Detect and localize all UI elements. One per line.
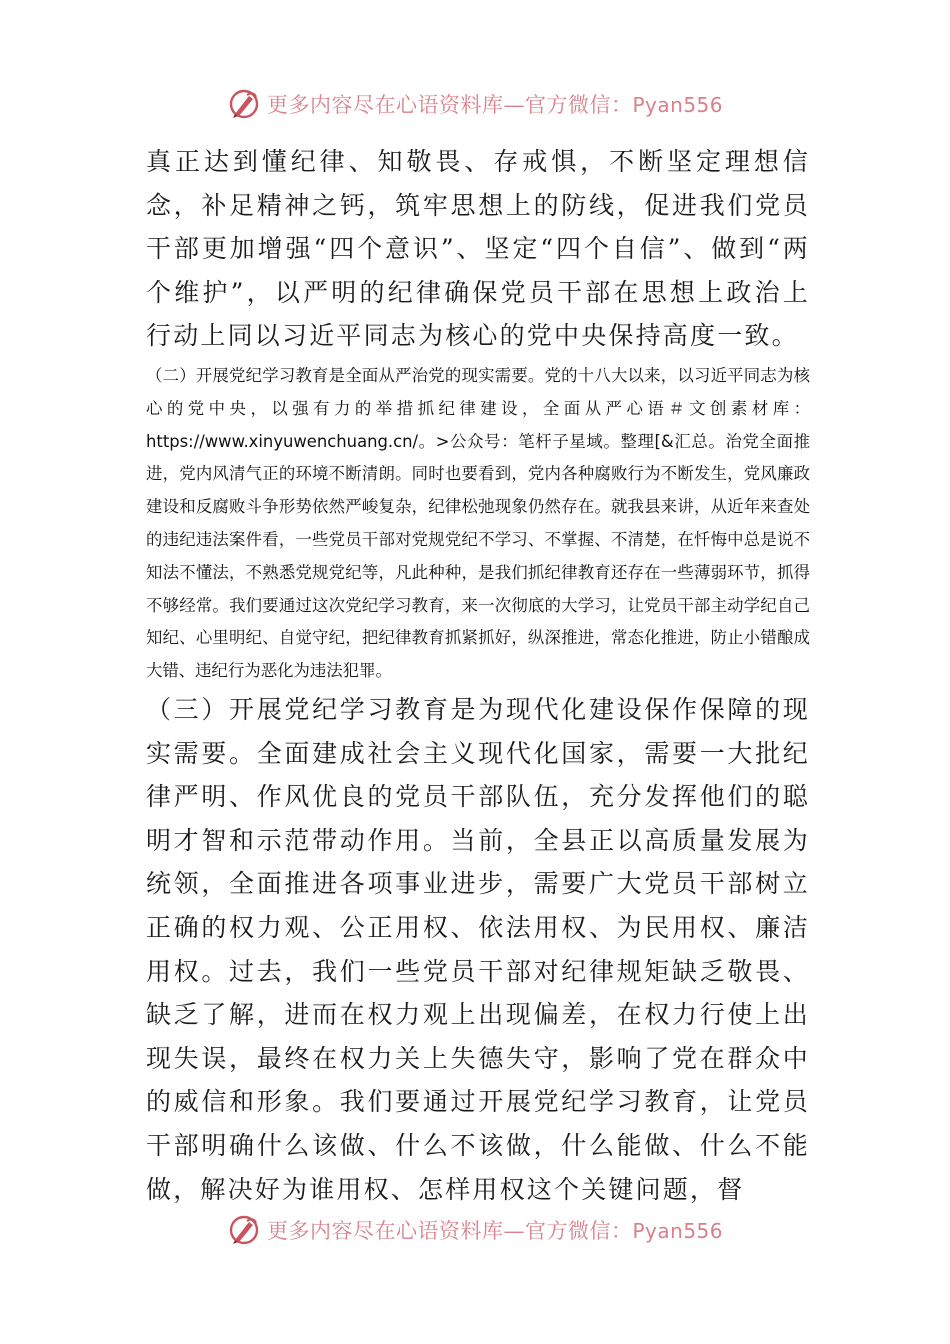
watermark-text: 更多内容尽在心语资料库—官方微信：Pyan556 [266,93,723,117]
watermark-wechat-id: Pyan556 [632,93,723,117]
watermark-text: 更多内容尽在心语资料库—官方微信：Pyan556 [266,1219,723,1243]
body-paragraph-3: （三）开展党纪学习教育是为现代化建设保作保障的现实需要。全面建成社会主义现代化国家，需要一大批纪律严明、作风优良的党员干部队伍，充分发挥他们的聪明才智和示范带动作用。当前，全县正以高质量发展为统领，全面推进各项事业进步，需要广大党员干部树立正确的权力观、公正用权、依法用权、为民用权、廉洁用权。过去，我们一些党员干部对纪律规矩缺乏敬畏、缺乏了解，进而在权力观上出现偏差，在权力行使上出现失误，最终在权力关上失德失守，影响了党在群众中的威信和形象。我们要通过开展党纪学习教育，让党员干部明确什么该做、什么不该做，什么能做、什么不能做，解决好为谁用权、怎样用权这个关键问题，督 [146,695,810,1204]
footer-watermark [0,1210,950,1250]
pen-logo-icon [227,1213,261,1247]
watermark-wechat-id: Pyan556 [632,1219,723,1243]
body-paragraph-1: 真正达到懂纪律、知敬畏、存戒惧，不断坚定理想信念，补足精神之钙，筑牢思想上的防线，促进我们党员干部更加增强“四个意识”、坚定“四个自信”、做到“两个维护”，以严明的纪律确保党员干部在思想上政治上行动上同以习近平同志为核心的党中央保持高度一致。 [146,147,810,351]
body-paragraph-2: （二）开展党纪学习教育是全面从严治党的现实需要。党的十八大以来，以习近平同志为核心的党中央，以强有力的举措抓纪律建设，全面从严心语＃文创素材库：https://www.xinyuwenchuang.cn/。>公众号：笔杆子星域。整理[&汇总。治党全面推进，党内风清气正的环境不断清朗。同时也要看到，党内各种腐败行为不断发生，党风廉政建设和反腐败斗争形势依然严峻复杂，纪律松弛现象仍然存在。就我县来讲，从近年来查处的违纪违法案件看，一些党员干部对党规党纪不学习、不掌握、不清楚，在忏悔中总是说不知法不懂法，不熟悉党规党纪等，凡此种种，是我们抓纪律教育还存在一些薄弱环节，抓得不够经常。我们要通过这次党纪学习教育，来一次彻底的大学习，让党员干部主动学纪自己知纪、心里明纪、自觉守纪，把纪律教育抓紧抓好，纵深推进，常态化推进，防止小错酿成大错、违纪行为恶化为违法犯罪。 [146,366,810,681]
header-watermark [0,84,950,124]
pen-logo-icon [227,87,261,121]
